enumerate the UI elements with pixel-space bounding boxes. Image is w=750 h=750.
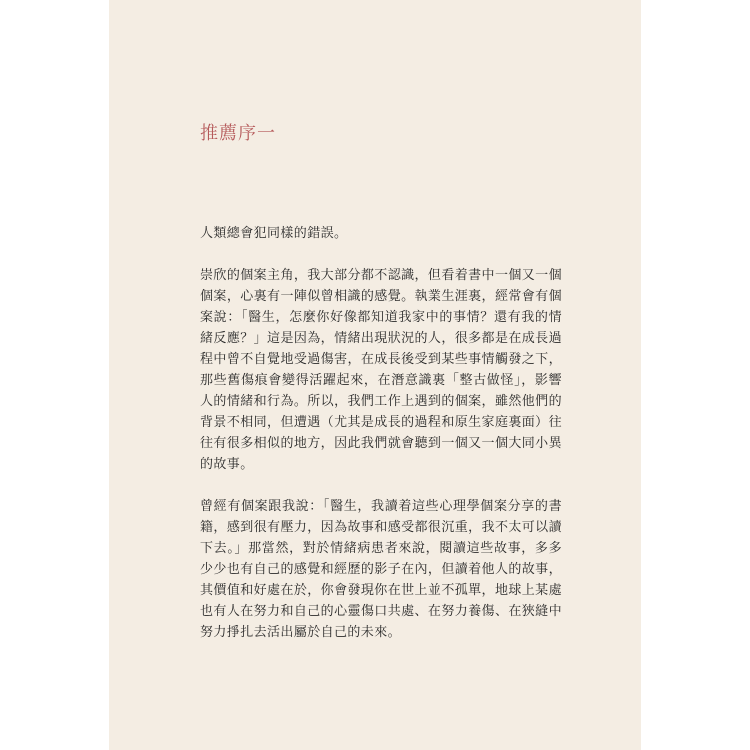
section-title: 推薦序一 — [200, 123, 276, 144]
body-text — [200, 223, 562, 664]
book-page — [109, 0, 641, 750]
paragraph-3: 曾經有個案跟我說：「醫生，我讀着這些心理學個案分享的書籍，感到很有壓力，因為故事和感受都很沉重，我不太可以讀下去。」那當然，對於情緒病患者來說，閱讀這些故事，多多少少也有自己的感覺和經歷的影子在內，但讀着他人的故事，其價值和好處在於，你會發現你在世上並不孤單，地球上某處也有人在努力和自己的心靈傷口共處、在努力養傷、在狹縫中努力掙扎去活出屬於自己的未來。 — [200, 499, 562, 640]
paragraph-1: 人類總會犯同樣的錯誤。 — [200, 226, 348, 241]
paragraph-2: 崇欣的個案主角，我大部分都不認識，但看着書中一個又一個個案，心裏有一陣似曾相識的感覺。執業生涯裏，經常會有個案說：「醫生，怎麼你好像都知道我家中的事情？還有我的情緒反應？」這是因為，情緒出現狀況的人，很多都是在成長過程中曾不自覺地受過傷害，在成長後受到某些事情觸發之下，那些舊傷痕會變得活躍起來，在潛意識裏「整古做怪」，影響人的情緒和行為。所以，我們工作上遇到的個案，雖然他們的背景不相同，但遭遇（尤其是成長的過程和原生家庭裏面）往往有很多相似的地方，因此我們就會聽到一個又一個大同小異的故事。 — [200, 268, 562, 472]
